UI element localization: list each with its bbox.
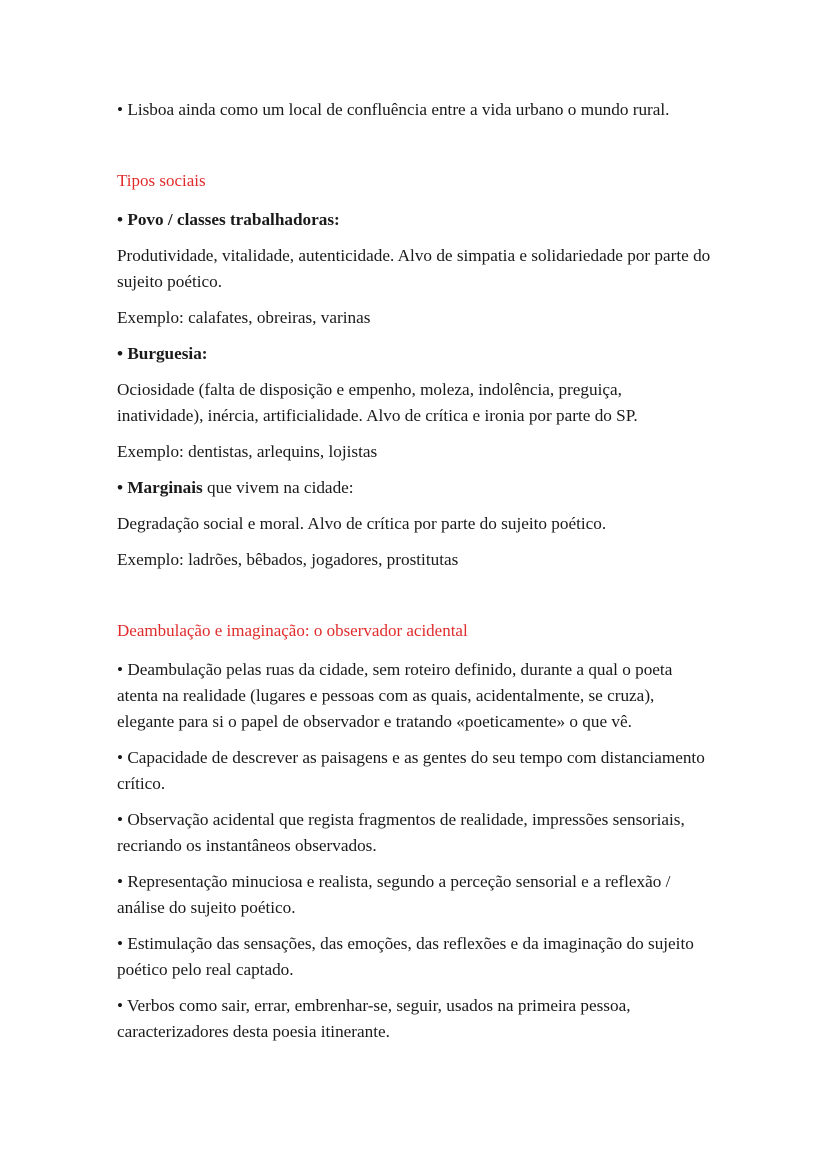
section-heading-deambulacao-imaginacao: Deambulação e imaginação: o observador acidental	[117, 621, 468, 640]
marginais-bold-label: • Marginais	[117, 478, 203, 497]
subheading-marginais	[117, 475, 711, 501]
deambulacao-bullet-5: • Estimulação das sensações, das emoções, das reflexões e da imaginação do sujeito poético pelo real captado.	[117, 934, 699, 979]
deambulacao-bullet-1: • Deambulação pelas ruas da cidade, sem roteiro definido, durante a qual o poeta atenta na realidade (lugares e pessoas com as quais, acidentalmente, se cruza), elegante para si o papel de observador e tratando «poeticamente» o que vê.	[117, 660, 677, 731]
deambulacao-bullet-4: • Representação minuciosa e realista, segundo a perceção sensorial e a reflexão / análise do sujeito poético.	[117, 872, 675, 917]
intro-bullet-paragraph: • Lisboa ainda como um local de confluência entre a vida urbano o mundo rural.	[117, 100, 670, 119]
subheading-burguesia: • Burguesia:	[117, 344, 208, 363]
deambulacao-bullet-6: • Verbos como sair, errar, embrenhar-se, seguir, usados na primeira pessoa, caracterizadores desta poesia itinerante.	[117, 996, 635, 1041]
povo-description-paragraph: Produtividade, vitalidade, autenticidade. Alvo de simpatia e solidariedade por parte do sujeito poético.	[117, 246, 715, 291]
document-text-body	[117, 97, 715, 1045]
subheading-povo-classes-trabalhadoras: • Povo / classes trabalhadoras:	[117, 210, 340, 229]
marginais-example-paragraph: Exemplo: ladrões, bêbados, jogadores, prostitutas	[117, 550, 459, 569]
povo-example-paragraph: Exemplo: calafates, obreiras, varinas	[117, 308, 371, 327]
section-heading-tipos-sociais: Tipos sociais	[117, 171, 206, 190]
deambulacao-bullet-3: • Observação acidental que regista fragmentos de realidade, impressões sensoriais, recriando os instantâneos observados.	[117, 810, 690, 855]
marginais-label-remainder: que vivem na cidade:	[202, 478, 354, 497]
marginais-description-paragraph: Degradação social e moral. Alvo de crítica por parte do sujeito poético.	[117, 514, 607, 533]
burguesia-description-paragraph: Ociosidade (falta de disposição e empenho, moleza, indolência, preguiça, inatividade), inércia, artificialidade. Alvo de crítica e ironia por parte do SP.	[117, 380, 638, 425]
burguesia-example-paragraph: Exemplo: dentistas, arlequins, lojistas	[117, 442, 378, 461]
deambulacao-bullet-2: • Capacidade de descrever as paisagens e as gentes do seu tempo com distanciamento crítico.	[117, 748, 710, 793]
